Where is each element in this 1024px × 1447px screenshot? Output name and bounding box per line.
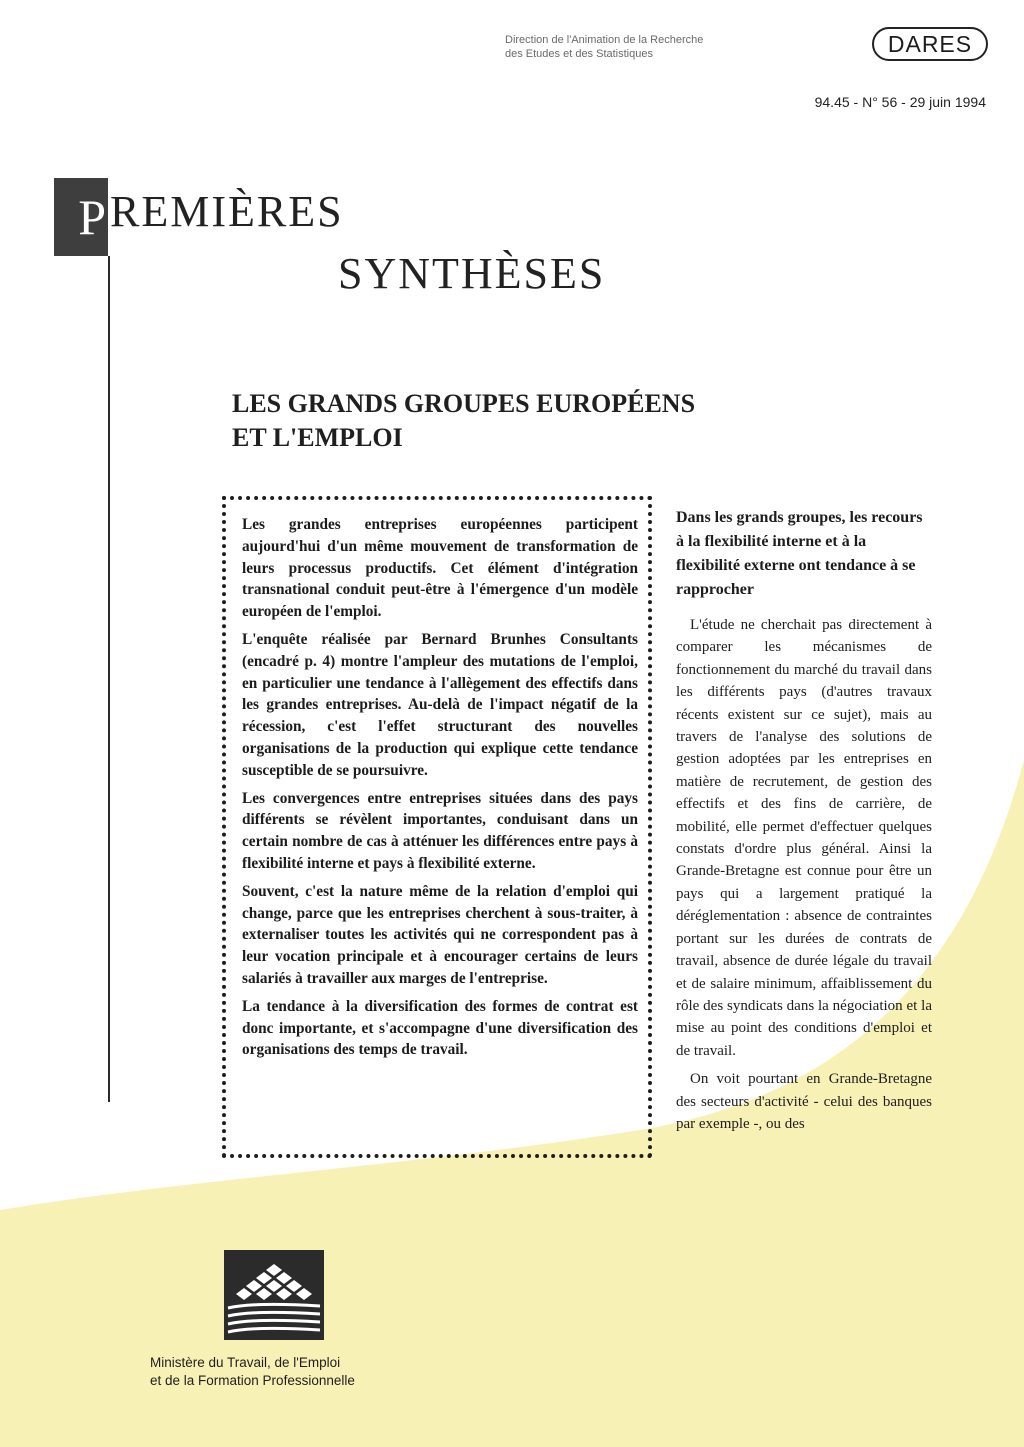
- title-line-2: ET L'EMPLOI: [232, 423, 403, 452]
- summary-paragraph-4: Souvent, c'est la nature même de la relation d'emploi qui change, parce que les entreprises cherchent à sous-traiter, à externaliser toutes les activités qui ne correspondent pas à leur vocation principale et à encourager certains de leurs salariés à travailler aux marges de l'entreprise.: [242, 882, 638, 987]
- ministry-name: [150, 1354, 355, 1390]
- masthead-line-1: REMIÈRES: [110, 187, 344, 236]
- ministry-line-2: et de la Formation Professionnelle: [150, 1373, 355, 1388]
- article-column: [676, 506, 932, 1141]
- vertical-rule: [108, 256, 110, 1102]
- issue-number-date: 94.45 - N° 56 - 29 juin 1994: [814, 94, 986, 110]
- organization-name: [505, 33, 703, 61]
- summary-paragraph-5: La tendance à la diversification des formes de contrat est donc importante, et s'accompagne d'une diversification des organisations des temps de travail.: [242, 997, 638, 1059]
- summary-paragraph-1: Les grandes entreprises européennes participent aujourd'hui d'un même mouvement de transformation de leurs processus productifs. Cet élément d'intégration transnational conduit peut-être à l'émergence d'un modèle européen de l'emploi.: [242, 516, 638, 621]
- summary-paragraph-3: Les convergences entre entreprises situées dans des pays différents se révèlent importantes, conduisant dans un certain nombre de cas à atténuer les différences entre pays à flexibilité interne et pays à flexibilité externe.: [242, 789, 638, 872]
- article-heading: Dans les grands groupes, les recours à la flexibilité interne et à la flexibilité externe ont tendance à se rapprocher: [676, 509, 923, 598]
- organization-line-2: des Etudes et des Statistiques: [505, 48, 653, 60]
- masthead-line-2: SYNTHÈSES: [338, 249, 606, 298]
- organization-line-1: Direction de l'Animation de la Recherche: [505, 34, 704, 46]
- article-paragraph-1: L'étude ne cherchait pas directement à comparer les mécanismes de fonctionnement du marché du travail dans les différents pays (d'autres travaux récents existent sur ce sujet), mais au travers de l'analyse des solutions de gestion adoptées par les entreprises en matière de recrutement, de gestion des effectifs et des fins de carrière, de mobilité, elle permet d'effectuer quelques constats d'ordre plus général. Ainsi la Grande-Bretagne est connue pour être un pays qui a largement pratiqué la déréglementation : absence de contraintes portant sur les durées de contrats de travail, absence de durée légale du travail et de salaire minimum, affaiblissement du rôle des syndicats dans la négociation et la mise au point des conditions d'emploi et de travail.: [676, 617, 932, 1059]
- ministry-line-1: Ministère du Travail, de l'Emploi: [150, 1355, 341, 1370]
- ministry-logo-icon: [224, 1250, 324, 1340]
- document-title: [232, 387, 695, 455]
- dares-badge: DARES: [872, 27, 988, 61]
- title-line-1: LES GRANDS GROUPES EUROPÉENS: [232, 389, 696, 418]
- summary-box: [222, 496, 652, 1158]
- masthead-initial: P: [54, 178, 108, 256]
- article-paragraph-2: On voit pourtant en Grande-Bretagne des secteurs d'activité - celui des banques par exemple -, ou des: [676, 1071, 932, 1132]
- summary-paragraph-2: L'enquête réalisée par Bernard Brunhes Consultants (encadré p. 4) montre l'ampleur des mutations de l'emploi, en particulier une tendance à l'allègement des effectifs dans les grandes entreprises. Au-delà de l'impact négatif de la récession, c'est l'effet structurant des nouvelles organisations de la production qui explique cette tendance susceptible de se poursuivre.: [242, 630, 638, 779]
